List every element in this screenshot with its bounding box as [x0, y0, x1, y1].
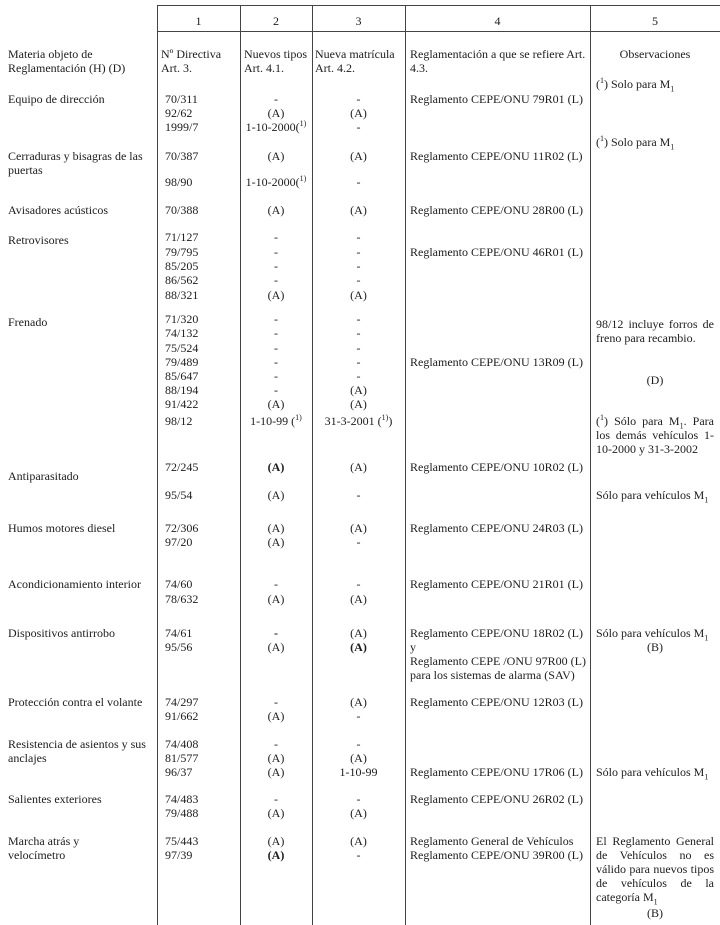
directive-number: 98/90: [165, 175, 193, 189]
subject-mirrors: Retrovisores: [8, 233, 69, 247]
directive-number: 1999/7: [165, 120, 199, 134]
new-registration-value: 31-3-2001 ($^{1)}$): [324, 413, 393, 428]
new-types-value: (A): [267, 397, 285, 411]
regulation-reference-note: para los sistemas de alarma (SAV): [410, 668, 575, 682]
new-types-value: -: [274, 383, 278, 397]
directive-number: 70/311: [165, 92, 198, 106]
new-registration-value: (A): [350, 834, 367, 848]
regulation-column-header-line1: Reglamentación a que se refiere Art.: [410, 47, 586, 61]
new-types-value: -: [274, 341, 278, 355]
new-types-value: (A): [267, 521, 285, 535]
observation-m1-only: Sólo para vehículos $M_1$: [596, 765, 709, 782]
new-types-value: 1-10-99 ($^{1)}$: [250, 413, 302, 428]
new-registration-value: (A): [350, 397, 367, 411]
directive-number: 79/488: [165, 806, 199, 820]
observation-d-mark: (D): [646, 373, 664, 387]
regulation-reference: Reglamento CEPE/ONU 18R02 (L): [410, 626, 583, 640]
new-registration-value: -: [356, 120, 361, 134]
new-registration-value: 1-10-99: [339, 765, 378, 779]
subject-reverse-speedometer: Marcha atrás y velocímetro: [8, 834, 80, 862]
subject-external-projections: Salientes exteriores: [8, 792, 102, 806]
column-number-2: 2: [273, 14, 279, 28]
directive-number: 71/127: [165, 230, 199, 244]
regulation-reference: Reglamento CEPE/ONU 10R02 (L): [410, 460, 583, 474]
new-registration-value: -: [356, 709, 361, 723]
new-types-value: (A): [267, 709, 285, 723]
directive-number: 71/320: [165, 312, 199, 326]
new-registration-value: -: [356, 273, 361, 287]
new-types-value: (A): [267, 592, 285, 606]
new-types-value: -: [274, 695, 278, 709]
subject-diesel-smoke: Humos motores diesel: [8, 521, 116, 535]
observation-braking-note: 98/12 incluye forros de freno para recambio.: [596, 317, 714, 345]
new-types-value: -: [274, 326, 278, 340]
new-types-value: (A): [267, 535, 285, 549]
new-types-value: (A): [267, 640, 285, 654]
new-registration-value: -: [356, 488, 361, 502]
directive-number: 91/662: [165, 709, 199, 723]
new-registration-value: (A): [350, 751, 367, 765]
new-types-value: (A): [267, 203, 285, 217]
directive-number: 96/37: [165, 765, 193, 779]
table-border-left: [157, 5, 158, 925]
new-registration-value: (A): [350, 806, 367, 820]
directive-number: 97/39: [165, 848, 193, 862]
directive-number: 79/489: [165, 355, 199, 369]
regulation-reference: Reglamento General de Vehículos: [410, 834, 574, 848]
regulation-reference: Reglamento CEPE/ONU 28R00 (L): [410, 203, 583, 217]
observation-reverse-note: El Reglamento General de Vehículos no es válido para nuevos tipos de vehículos de la categoría $M_1$: [596, 834, 714, 907]
directive-number: 74/60: [165, 577, 193, 591]
directive-number: 86/562: [165, 273, 199, 287]
directive-number: 95/56: [165, 640, 193, 654]
directive-number: 97/20: [165, 535, 193, 549]
new-registration-value: -: [356, 792, 361, 806]
new-types-column-header-line1: Nuevos tipos: [244, 47, 307, 61]
observation-footnote: ($^1$) Solo para $M_1$: [596, 76, 675, 94]
subject-interior-fittings: Acondicionamiento interior: [8, 577, 141, 591]
new-registration-value: (A): [350, 149, 367, 163]
new-registration-value: (A): [350, 383, 367, 397]
new-registration-value: -: [356, 577, 361, 591]
observation-b-mark: (B): [647, 640, 663, 654]
column-number-3: 3: [355, 14, 362, 28]
new-registration-value: (A): [350, 695, 367, 709]
subject-door-locks: Cerraduras y bisagras de las puertas: [8, 149, 143, 177]
new-types-value: (A): [267, 460, 285, 474]
observations-column-header: Observaciones: [619, 47, 691, 61]
directive-number: 88/321: [165, 288, 199, 302]
new-registration-column-header-line2: Art. 4.2.: [315, 61, 355, 75]
subject-braking: Frenado: [8, 315, 48, 329]
new-registration-value: -: [356, 369, 361, 383]
new-types-value: (A): [267, 834, 285, 848]
header-rule: [157, 31, 720, 32]
new-types-value: -: [274, 245, 278, 259]
new-types-value: (A): [267, 765, 285, 779]
regulation-reference: Reglamento CEPE/ONU 79R01 (L): [410, 92, 583, 106]
new-types-value: (A): [267, 848, 285, 862]
regulation-column-header-line2: 4.3.: [410, 61, 428, 75]
directive-number: 91/422: [165, 397, 199, 411]
new-registration-value: -: [356, 737, 361, 751]
column-number-1: 1: [195, 14, 202, 28]
new-registration-value: -: [356, 245, 361, 259]
directive-number: 74/408: [165, 737, 199, 751]
directive-number: 70/387: [165, 149, 199, 163]
regulation-reference: Reglamento CEPE/ONU 17R06 (L): [410, 765, 583, 779]
directive-number: 74/132: [165, 326, 199, 340]
new-registration-value: -: [356, 312, 361, 326]
regulation-reference: Reglamento CEPE/ONU 24R03 (L): [410, 521, 583, 535]
new-types-value: (A): [267, 751, 285, 765]
new-registration-value: -: [356, 355, 361, 369]
new-types-column-header-line2: Art. 4.1.: [244, 61, 284, 75]
new-registration-value: -: [356, 175, 361, 189]
regulation-reference: Reglamento CEPE/ONU 12R03 (L): [410, 695, 583, 709]
new-registration-value: (A): [350, 460, 367, 474]
directive-number: 75/443: [165, 834, 199, 848]
new-types-value: (A): [267, 288, 285, 302]
observation-footnote: ($^1$) Solo para $M_1$: [596, 134, 675, 152]
new-registration-value: -: [356, 230, 361, 244]
directive-number: 74/297: [165, 695, 199, 709]
directive-number: 74/61: [165, 626, 193, 640]
column-divider-3-4: [405, 5, 406, 925]
new-registration-column-header-line1: Nueva matrícula: [315, 47, 395, 61]
regulation-reference: Reglamento CEPE/ONU 11R02 (L): [410, 149, 583, 163]
observation-braking-footnote: ($^1$) Sólo para $M_1$. Para los demás vehículos 1-10-2000 y 31-3-2002: [596, 413, 715, 456]
new-registration-value: (A): [350, 288, 367, 302]
new-types-value: -: [274, 355, 278, 369]
new-types-value: (A): [267, 149, 285, 163]
subject-column-header: Materia objeto de Reglamentación (H) (D): [8, 47, 126, 75]
new-types-value: 1-10-2000($^{1)}$: [245, 119, 307, 134]
directive-number: 75/524: [165, 341, 199, 355]
new-types-value: 1-10-2000($^{1)}$: [245, 174, 307, 189]
new-registration-value: (A): [350, 640, 367, 654]
regulation-reference: Reglamento CEPE/ONU 26R02 (L): [410, 792, 583, 806]
new-registration-value: -: [356, 535, 361, 549]
observation-b-mark: (B): [647, 906, 663, 920]
new-registration-value: (A): [350, 521, 367, 535]
new-registration-value: -: [356, 326, 361, 340]
directive-number: 85/647: [165, 369, 199, 383]
new-types-value: -: [274, 259, 278, 273]
new-types-value: -: [274, 369, 278, 383]
directive-number: 79/795: [165, 245, 199, 259]
regulation-reference: Reglamento CEPE/ONU 13R09 (L): [410, 355, 583, 369]
directive-number: 98/12: [165, 414, 193, 428]
directive-column-header-line2: Art. 3.: [161, 61, 192, 75]
directive-number: 72/306: [165, 521, 199, 535]
subject-steering-protection: Protección contra el volante: [8, 695, 143, 709]
regulation-conjunction: y: [410, 640, 416, 654]
new-registration-value: -: [356, 259, 361, 273]
directive-number: 70/388: [165, 203, 199, 217]
directive-number: 78/632: [165, 592, 199, 606]
new-types-value: -: [274, 273, 278, 287]
new-types-value: -: [274, 230, 278, 244]
subject-radio-interference: Antiparasitado: [8, 469, 79, 483]
directive-number: 81/577: [165, 751, 199, 765]
header-top-rule: [157, 5, 720, 6]
directive-number: 72/245: [165, 460, 199, 474]
observation-m1-only: Sólo para vehículos $M_1$: [596, 626, 709, 643]
new-registration-value: -: [356, 848, 361, 862]
directive-number: 92/62: [165, 106, 193, 120]
subject-horns: Avisadores acústicos: [8, 203, 109, 217]
new-types-value: -: [274, 312, 278, 326]
new-registration-value: (A): [350, 203, 367, 217]
new-registration-value: (A): [350, 106, 367, 120]
directive-number: 88/194: [165, 383, 199, 397]
new-types-value: -: [274, 737, 278, 751]
column-number-5: 5: [652, 14, 658, 28]
new-types-value: (A): [267, 488, 285, 502]
directive-number: 74/483: [165, 792, 199, 806]
new-registration-value: (A): [350, 626, 367, 640]
new-registration-value: (A): [350, 592, 367, 606]
new-types-value: -: [274, 792, 278, 806]
subject-anti-theft: Dispositivos antirrobo: [8, 626, 115, 640]
new-types-value: (A): [267, 806, 285, 820]
column-divider-4-5: [590, 5, 591, 925]
new-registration-value: -: [356, 92, 361, 106]
regulation-reference: Reglamento CEPE/ONU 46R01 (L): [410, 245, 583, 259]
subject-seat-strength: Resistencia de asientos y sus anclajes: [8, 737, 146, 765]
new-types-value: -: [274, 626, 278, 640]
new-types-value: -: [274, 92, 278, 106]
new-types-value: (A): [267, 106, 285, 120]
directive-number: 85/205: [165, 259, 199, 273]
observation-m1-only: Sólo para vehículos $M_1$: [596, 488, 709, 505]
column-number-4: 4: [494, 14, 501, 28]
regulation-reference: Reglamento CEPE/ONU 39R00 (L): [410, 848, 583, 862]
new-types-value: -: [274, 577, 278, 591]
directive-column-header-line1: Nº Directiva: [161, 47, 222, 61]
regulation-reference: Reglamento CEPE /ONU 97R00 (L): [410, 654, 586, 668]
subject-steering: Equipo de dirección: [8, 92, 105, 106]
directive-number: 95/54: [165, 488, 193, 502]
regulation-reference: Reglamento CEPE/ONU 21R01 (L): [410, 577, 583, 591]
new-registration-value: -: [356, 341, 361, 355]
